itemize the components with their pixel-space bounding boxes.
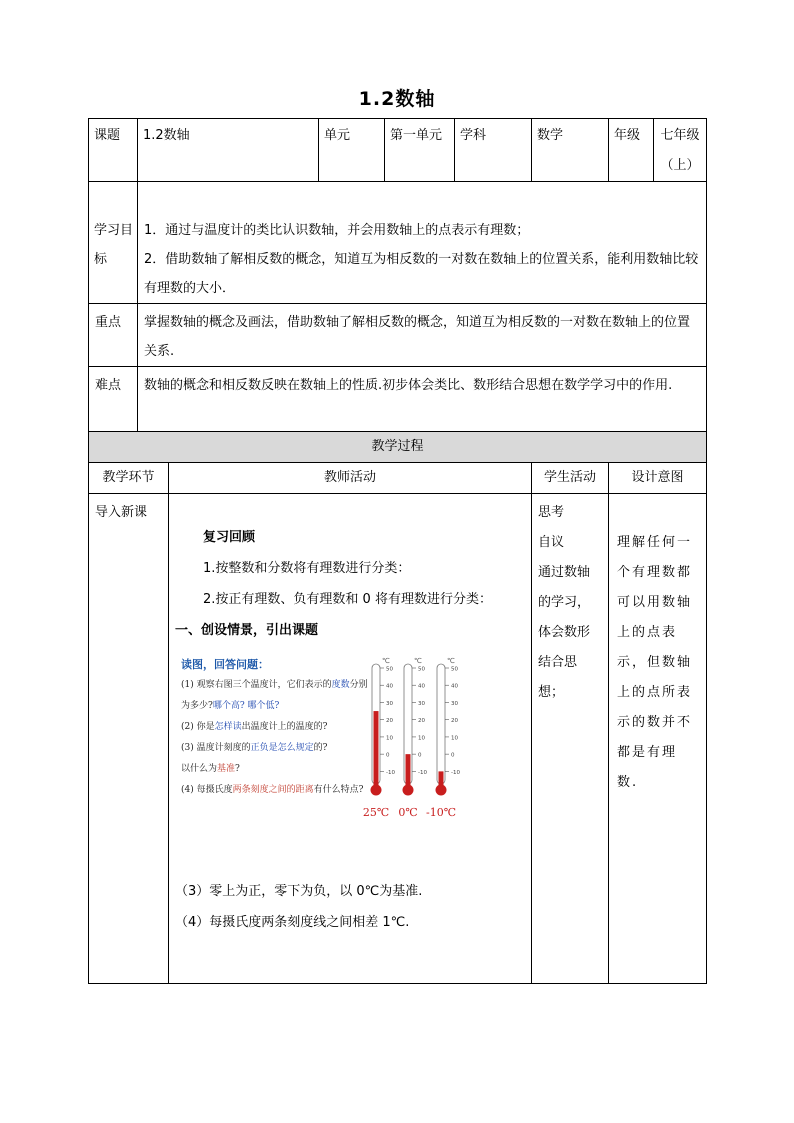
key-points-label: 重点 — [89, 304, 138, 367]
review-item: 1.按整数和分数将有理数进行分类： — [203, 561, 411, 576]
tick-label: 30 — [451, 700, 458, 707]
tick-label: 30 — [418, 700, 425, 707]
difficulties-label: 难点 — [89, 367, 138, 432]
tick-label: 10 — [386, 735, 393, 742]
unit-label: 单元 — [319, 119, 385, 182]
column-intent: 设计意图 — [609, 463, 707, 494]
tick-label: 20 — [418, 718, 425, 725]
tick-label: -10 — [386, 769, 395, 776]
column-student: 学生活动 — [532, 463, 609, 494]
section-title: 一、创设情景，引出课题 — [175, 623, 319, 638]
subject-value: 数学 — [532, 119, 609, 182]
tick-label: 20 — [386, 718, 393, 725]
tick-label: 10 — [451, 735, 458, 742]
stage-cell: 导入新课 — [89, 494, 169, 984]
student-item: 思考 — [538, 505, 565, 520]
page-title: 1.2数轴 — [358, 88, 436, 110]
student-item: 自议 — [538, 535, 565, 550]
intent-cell: 理解任何一个有理数都可以用数轴上的点表示，但数轴上的点所表示的数并不都是有理数. — [609, 494, 707, 984]
key-points-row — [89, 304, 707, 367]
difficulties-row — [89, 367, 707, 432]
question-1-cont: 为多少?哪个高? 哪个低? — [181, 701, 280, 711]
subject-label: 学科 — [455, 119, 532, 182]
question-3-cont: 以什么为基准? — [181, 764, 240, 774]
answer-4: （4）每摄氏度两条刻度线之间相差 1℃. — [175, 915, 410, 930]
tick-label: 0 — [386, 752, 390, 759]
thermometer-figure — [181, 654, 481, 824]
unit-label: ℃ — [382, 657, 390, 665]
figure-title: 读图，回答问题： — [181, 658, 269, 671]
thermometer-bulb — [403, 785, 414, 796]
tick-label: 50 — [418, 666, 425, 673]
column-stage: 教学环节 — [89, 463, 169, 494]
mercury-column — [374, 711, 379, 788]
review-title: 复习回顾 — [203, 530, 256, 545]
tick-label: 50 — [451, 666, 458, 673]
mercury-column — [406, 754, 411, 788]
figure-questions — [181, 654, 368, 801]
tick-label: 10 — [418, 735, 425, 742]
student-cell — [532, 494, 609, 984]
question-1: (1) 观察右图三个温度计，它们表示的度数分别 — [181, 680, 368, 690]
tick-label: 0 — [418, 752, 422, 759]
answer-3: （3）零上为正，零下为负，以 0℃为基准. — [175, 884, 423, 899]
process-columns-row — [89, 463, 707, 494]
objectives-row — [89, 182, 707, 304]
tick-label: 50 — [386, 666, 393, 673]
tick-label: -10 — [451, 769, 460, 776]
tick-label: 30 — [386, 700, 393, 707]
teacher-cell — [169, 494, 532, 984]
question-4: (4) 每摄氏度两条刻度之间的距离有什么特点? — [181, 785, 364, 795]
question-2: (2) 你是怎样读出温度计上的温度的? — [181, 722, 328, 732]
process-row — [89, 494, 707, 984]
review-item: 2.按正有理数、负有理数和 0 将有理数进行分类： — [203, 592, 492, 607]
difficulties-text: 数轴的概念和相反数反映在数轴上的性质.初步体会类比、数形结合思想在数学学习中的作用. — [138, 367, 707, 432]
thermometers-graphic — [356, 654, 468, 822]
tick-label: 20 — [451, 718, 458, 725]
key-points-text: 掌握数轴的概念及画法，借助数轴了解相反数的概念，知道互为相反数的一对数在数轴上的位置关系. — [138, 304, 707, 367]
column-teacher: 教师活动 — [169, 463, 532, 494]
lesson-plan-table — [88, 118, 707, 984]
thermometer-bulb — [371, 785, 382, 796]
grade-label: 年级 — [609, 119, 654, 182]
tick-label: -10 — [418, 769, 427, 776]
objectives-text — [138, 182, 707, 304]
tick-label: 40 — [451, 683, 458, 690]
thermometer-bulb — [436, 785, 447, 796]
unit-label: ℃ — [447, 657, 455, 665]
objectives-label: 学习目标 — [89, 182, 138, 304]
objective-item: 2．借助数轴了解相反数的概念，知道互为相反数的一对数在数轴上的位置关系，能利用数轴比较有理数的大小． — [144, 252, 699, 296]
unit-value: 第一单元 — [385, 119, 455, 182]
tick-label: 0 — [451, 752, 455, 759]
header-row — [89, 119, 707, 182]
unit-label: ℃ — [414, 657, 422, 665]
tick-label: 40 — [418, 683, 425, 690]
student-item: 通过数轴的学习，体会数形结合思想； — [538, 565, 591, 700]
reading-label: -10℃ — [425, 806, 457, 819]
topic-value: 1.2数轴 — [138, 119, 319, 182]
thermometer-tube — [437, 664, 445, 784]
grade-value: 七年级（上） — [654, 119, 707, 182]
tick-label: 40 — [386, 683, 393, 690]
process-title: 教学过程 — [89, 432, 707, 463]
reading-label: 25℃ — [362, 806, 390, 819]
objective-item: 1．通过与温度计的类比认识数轴，并会用数轴上的点表示有理数； — [144, 223, 530, 238]
topic-label: 课题 — [89, 119, 138, 182]
reading-label: 0℃ — [398, 806, 418, 819]
question-3: (3) 温度计刻度的正负是怎么规定的? — [181, 743, 328, 753]
process-title-row — [89, 432, 707, 463]
